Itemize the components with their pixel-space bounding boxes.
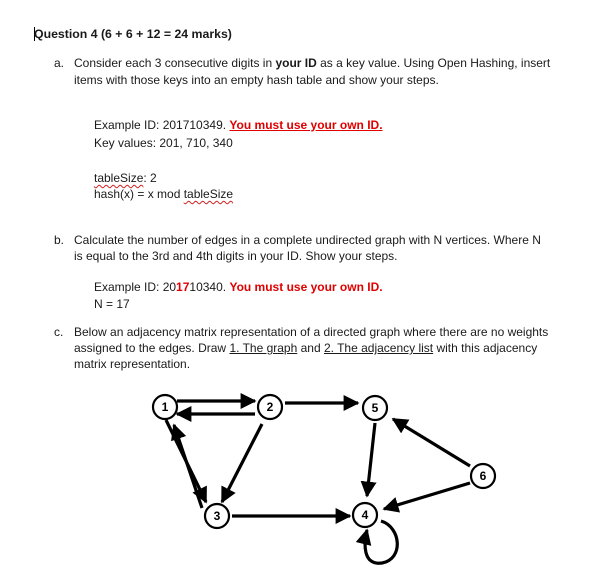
part-c-line2: assigned to the edges. Draw 1. The graph and 2. The adjacency list with this adjacency: [74, 341, 538, 355]
question-title: Question 4 (6 + 6 + 12 = 24 marks): [34, 27, 232, 41]
node-3-label: 3: [213, 509, 221, 523]
edge-4-self-loop: [365, 521, 397, 563]
part-c-line1: Below an adjacency matrix representation of a directed graph where there are no weights: [74, 325, 549, 339]
part-b-n-value: N = 17: [94, 297, 130, 311]
edge-6-to-4: [384, 483, 470, 509]
edge-3-to-1: [174, 425, 202, 508]
node-2-label: 2: [266, 400, 274, 414]
part-c-line3: matrix representation.: [74, 357, 191, 371]
part-c-label: c.: [54, 325, 64, 339]
part-a-tablesize: tableSize: 2: [94, 171, 157, 185]
part-a-example: Example ID: 201710349. You must use your own ID.: [94, 118, 383, 132]
part-a-line1: Consider each 3 consecutive digits in your ID as a key value. Using Open Hashing, insert: [74, 56, 551, 70]
part-b-label: b.: [54, 233, 65, 247]
part-a-hash: hash(x) = x mod tableSize: [94, 187, 234, 201]
node-5-label: 5: [371, 401, 379, 415]
part-b-line2: is equal to the 3rd and 4th digits in your ID. Show your steps.: [74, 249, 398, 263]
edge-5-to-4: [367, 423, 375, 496]
part-a-label: a.: [54, 56, 65, 70]
part-a-keys: Key values: 201, 710, 340: [94, 136, 233, 150]
node-4-label: 4: [361, 508, 369, 522]
part-a-line2: items with those keys into an empty hash table and show your steps.: [74, 73, 439, 87]
part-b-line1: Calculate the number of edges in a complete undirected graph with N vertices. Where N: [74, 233, 541, 247]
edge-2-to-3: [222, 424, 262, 502]
node-6-label: 6: [479, 469, 487, 483]
node-1-label: 1: [161, 400, 169, 414]
edge-6-to-5: [393, 419, 470, 466]
part-b-example: Example ID: 201710340. You must use your own ID.: [94, 280, 383, 294]
